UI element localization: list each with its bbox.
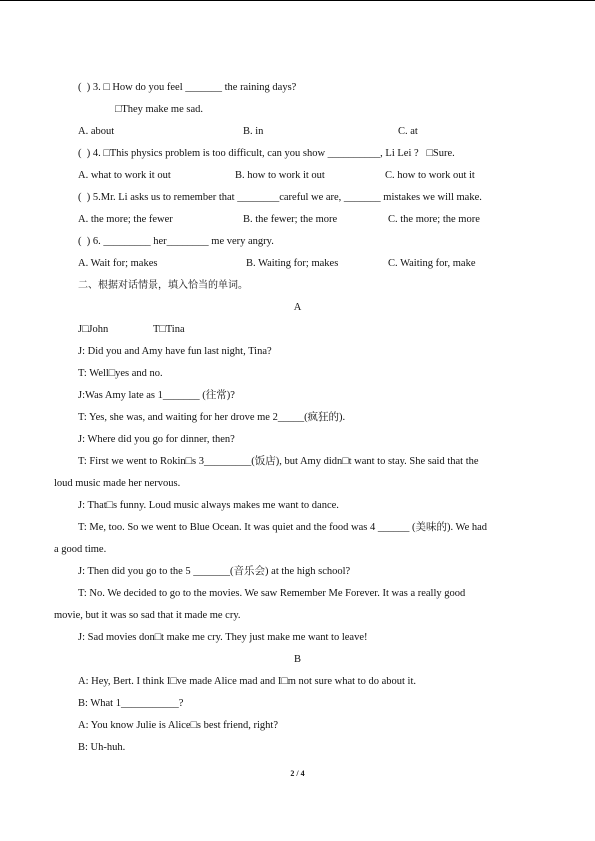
question-3-option-c: C. at bbox=[398, 126, 418, 137]
question-3-stem: ( ) 3. □ How do you feel _______ the raining days? bbox=[78, 82, 297, 93]
dialogue-line: J: That□s funny. Loud music always makes me want to dance. bbox=[78, 500, 339, 511]
dialogue-line: J: Did you and Amy have fun last night, Tina? bbox=[78, 346, 272, 357]
question-5-option-a: A. the more; the fewer bbox=[78, 214, 173, 225]
dialogue-line: T: Yes, she was, and waiting for her drove me 2_____(疯狂的). bbox=[78, 412, 346, 423]
dialogue-line: A: You know Julie is Alice□s best friend, right? bbox=[78, 720, 278, 731]
dialogue-line: loud music made her nervous. bbox=[54, 478, 181, 489]
speaker-john: J□John bbox=[78, 324, 109, 335]
question-3-option-a: A. about bbox=[78, 126, 115, 137]
question-5-option-b: B. the fewer; the more bbox=[243, 214, 338, 225]
dialogue-line: J: Sad movies don□t make me cry. They just make me want to leave! bbox=[78, 632, 368, 643]
question-4-option-c: C. how to work out it bbox=[385, 170, 475, 181]
dialogue-line: A: Hey, Bert. I think I□ve made Alice mad and I□m not sure what to do about it. bbox=[78, 676, 417, 687]
question-6-option-a: A. Wait for; makes bbox=[78, 258, 158, 269]
dialogue-line: B: Uh-huh. bbox=[78, 742, 126, 753]
dialogue-line: J: Where did you go for dinner, then? bbox=[78, 434, 235, 445]
dialogue-line: B: What 1___________? bbox=[78, 698, 184, 709]
question-4-option-a: A. what to work it out bbox=[78, 170, 171, 181]
question-6-stem: ( ) 6. _________ her________ me very angry. bbox=[78, 236, 274, 247]
part-b-label: B bbox=[293, 654, 301, 665]
dialogue-line: T: Well□yes and no. bbox=[78, 368, 163, 379]
question-3-option-b: B. in bbox=[243, 126, 264, 137]
question-5-stem: ( ) 5.Mr. Li asks us to remember that ________careful we are, _______ mistakes we will make. bbox=[78, 192, 482, 203]
dialogue-line: J: Then did you go to the 5 _______(音乐会) at the high school? bbox=[78, 566, 351, 577]
dialogue-line: T: Me, too. So we went to Blue Ocean. It was quiet and the food was 4 ______ (美味的). We had bbox=[78, 522, 488, 533]
dialogue-line: movie, but it was so sad that it made me cry. bbox=[54, 610, 241, 621]
dialogue-line: a good time. bbox=[54, 544, 107, 555]
question-6-option-c: C. Waiting for, make bbox=[388, 258, 476, 269]
section-2-heading: 二、根据对话情景，填入恰当的单词。 bbox=[78, 280, 248, 291]
question-3-subline: □They make me sad. bbox=[115, 104, 203, 115]
question-5-option-c: C. the more; the more bbox=[388, 214, 480, 225]
speaker-tina: T□Tina bbox=[153, 324, 185, 335]
question-4-option-b: B. how to work it out bbox=[235, 170, 325, 181]
question-6-option-b: B. Waiting for; makes bbox=[246, 258, 339, 269]
question-4-stem: ( ) 4. □This physics problem is too difficult, can you show __________, Li Lei ? □Sure. bbox=[78, 148, 455, 159]
page-number: 2 / 4 bbox=[290, 769, 305, 778]
dialogue-line: T: No. We decided to go to the movies. We saw Remember Me Forever. It was a really good bbox=[78, 588, 466, 599]
dialogue-line: T: First we went to Rokin□s 3_________(饭店), but Amy didn□t want to stay. She said that the bbox=[78, 456, 479, 467]
header-rule bbox=[0, 0, 595, 1]
part-a-label: A bbox=[293, 302, 302, 313]
dialogue-line: J:Was Amy late as 1_______ (往常)? bbox=[78, 390, 235, 401]
